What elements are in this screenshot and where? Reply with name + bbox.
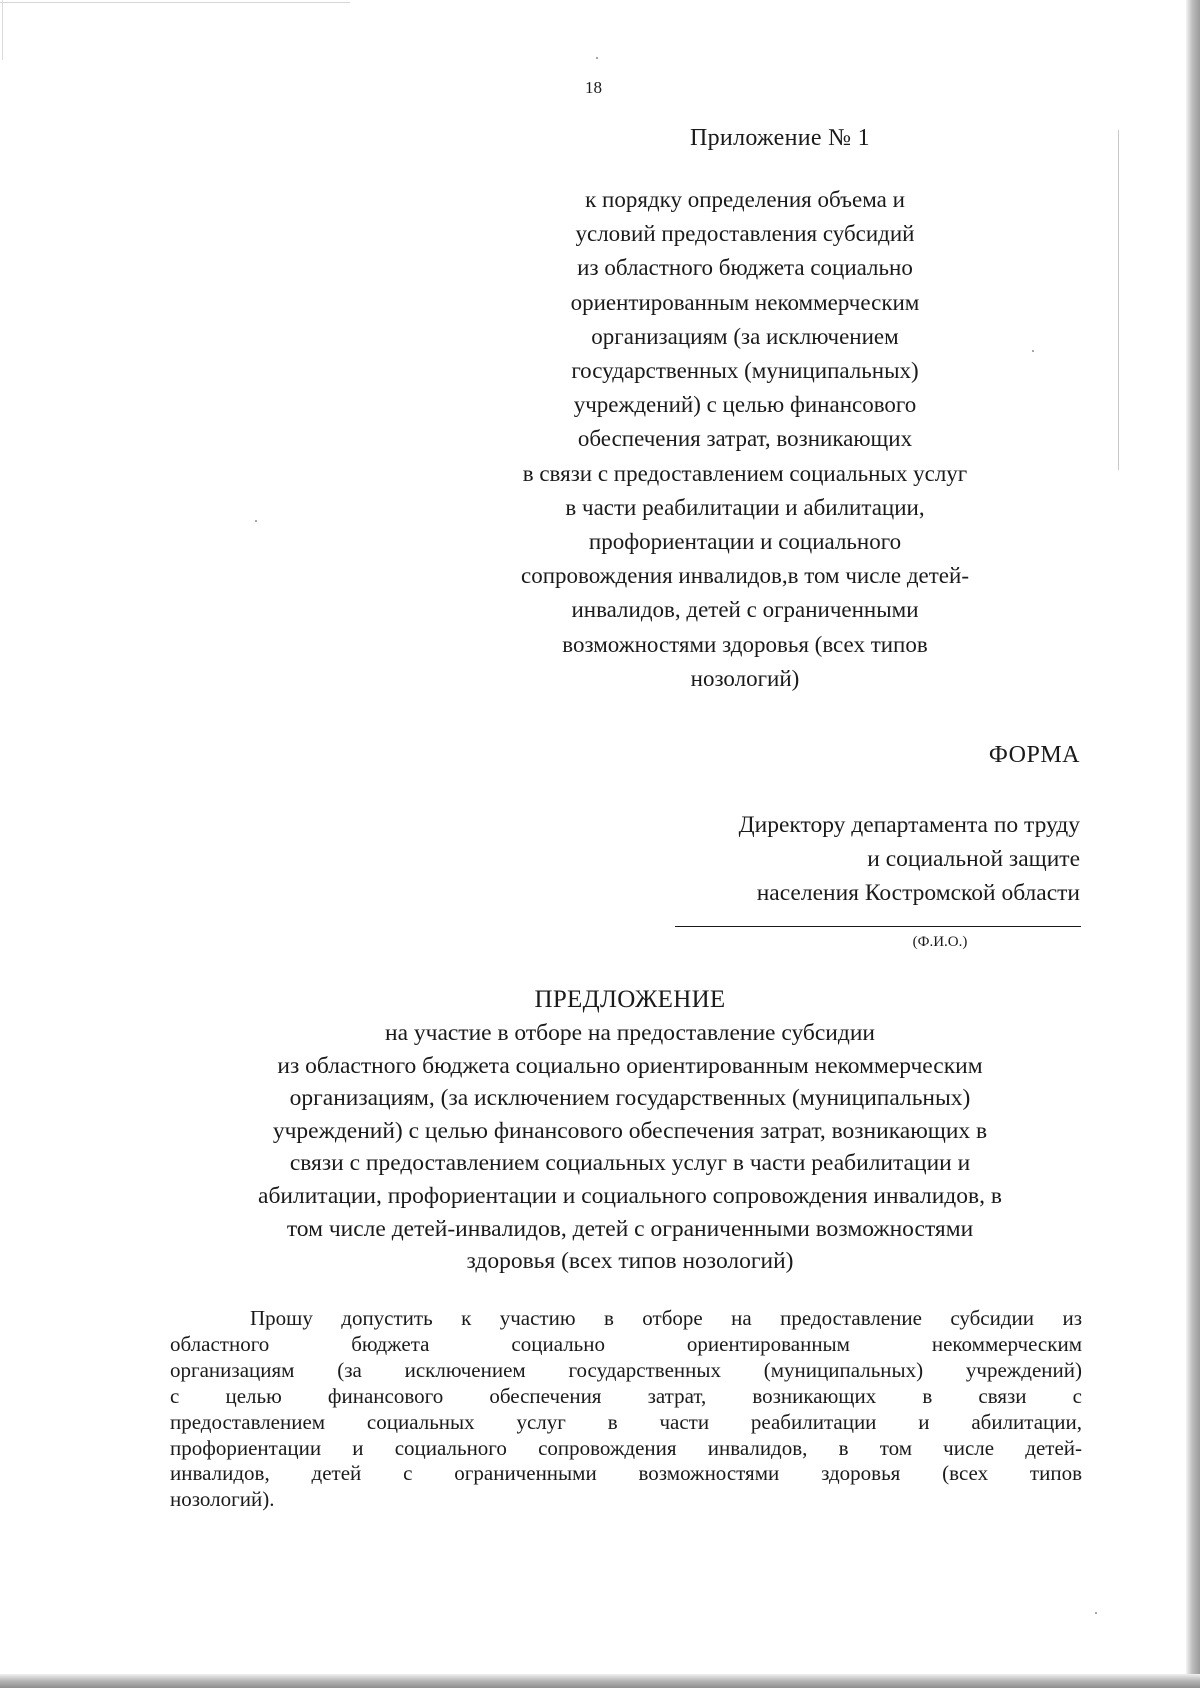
scan-edge-right-inner [1118,130,1119,470]
proposal-line: из областного бюджета социально ориентированным некоммерческим [277,1052,983,1079]
proposal-line: организациям, (за исключением государственных (муниципальных) [289,1085,971,1112]
scan-edge-right [1186,0,1200,1688]
addressee-line: и социальной защите [867,846,1080,872]
proposal-line: здоровья (всех типов нозологий) [466,1248,794,1275]
body-line: Прошу допустить к участию в отборе на предоставление субсидии из [250,1306,1082,1330]
addressee-block [560,808,1080,910]
proposal-line: учреждений) с целью финансового обеспечения затрат, возникающих в [272,1117,988,1144]
appendix-line: инвалидов, детей с ограниченными [571,597,919,623]
fio-caption: (Ф.И.О.) [912,934,968,950]
proposal-line: связи с предоставлением социальных услуг в части реабилитации и [289,1150,971,1177]
proposal-title: ПРЕДЛОЖЕНИЕ [534,986,726,1013]
scan-speck [255,520,257,522]
appendix-line: ориентированным некоммерческим [570,289,920,315]
appendix-line: в части реабилитации и абилитации, [565,494,925,520]
appendix-line: сопровождения инвалидов,в том числе детей- [521,563,969,589]
proposal-subtitle [170,1017,1090,1278]
proposal-line: на участие в отборе на предоставление субсидии [385,1020,875,1046]
scan-edge-top [0,2,350,3]
body-paragraph [170,1306,1082,1513]
appendix-line: условий предоставления субсидий [575,221,915,247]
proposal-line: абилитации, профориентации и социального сопровождения инвалидов, в [258,1182,1002,1209]
body-line: профориентации и социального сопровождения инвалидов, в том числе детей- [170,1435,1082,1460]
appendix-subtitle [485,183,1005,696]
body-line: областного бюджета социально ориентированным некоммерческим [170,1331,1082,1356]
scan-edge-bottom [0,1674,1200,1688]
body-line: организациям (за исключением государственных (муниципальных) учреждений) [170,1357,1082,1382]
scan-speck [596,57,598,59]
appendix-line: в связи с предоставлением социальных услуг [522,460,968,486]
appendix-line: к порядку определения объема и [585,187,905,212]
body-line: нозологий). [170,1487,275,1512]
appendix-line: учреждений) с целью финансового [573,392,917,418]
body-line: инвалидов, детей с ограниченными возможностями здоровья (всех типов [170,1461,1082,1486]
appendix-line: нозологий) [690,665,800,691]
fio-signature-line [675,926,1081,927]
body-line: предоставлением социальных услуг в части реабилитации и абилитации, [170,1409,1082,1434]
proposal-line: том числе детей-инвалидов, детей с ограниченными возможностями [286,1215,974,1242]
addressee-line: населения Костромской области [756,880,1080,906]
scan-edge-left [2,0,3,60]
scan-speck [1095,1612,1097,1614]
appendix-line: возможностями здоровья (всех типов [562,631,928,657]
appendix-title: Приложение № 1 [690,125,870,151]
appendix-line: организациям (за исключением [591,323,899,349]
appendix-line: профориентации и социального [588,529,902,555]
form-label: ФОРМА [988,742,1080,768]
appendix-line: обеспечения затрат, возникающих [577,426,913,452]
body-line: с целью финансового обеспечения затрат, возникающих в связи с [170,1383,1082,1408]
page-number: 18 [585,78,602,97]
scan-speck [1032,350,1034,352]
addressee-line: Директору департамента по труду [738,812,1080,838]
appendix-line: государственных (муниципальных) [571,358,919,384]
appendix-line: из областного бюджета социально [577,255,913,281]
